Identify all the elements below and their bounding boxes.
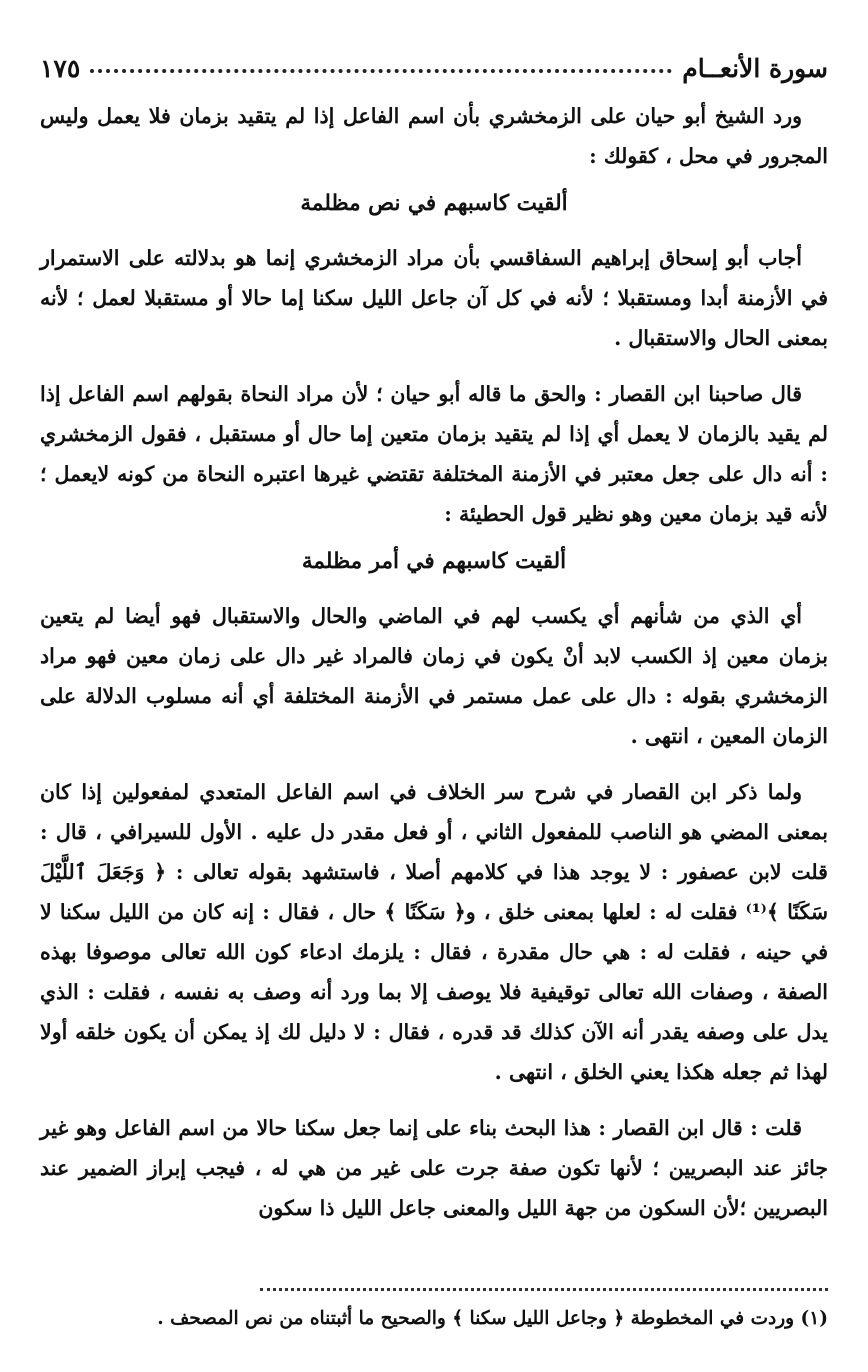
paragraph-2: أجاب أبو إسحاق إبراهيم السفاقسي بأن مراد الزمخشري إنما هو بدلالته على الاستمرار في الأزمنة أبدا ومستقبلا ؛ لأنه في كل آن جاعل الليل سكنا إما حالا أو مستقبلا لعمل ؛ لأنه بمعنى الحال والاستقبال . — [40, 246, 828, 350]
page-body — [40, 96, 828, 1228]
paragraph-3: قال صاحبنا ابن القصار : والحق ما قاله أبو حيان ؛ لأن مراد النحاة بقولهم اسم الفاعل إذا لم يقيد بالزمان لا يعمل أي إذا لم يتقيد بزمان متعين إما حال أو مستقبل ، فقول الزمخشري : أنه دال على جعل معتبر في الأزمنة المختلفة تقتضي غيرها اعتبره النحاة من كونه لايعمل ؛ لأنه قيد بزمان معين وهو نظير قول الحطيئة : — [40, 382, 828, 526]
paragraph-6: قلت : قال ابن القصار : هذا البحث بناء على إنما جعل سكنا حالا من اسم الفاعل وهو غير جائز عند البصريين ؛ لأنها تكون صفة جرت على غير من هي له ، فيجب إبراز الضمير عند البصريين ؛لأن السكون من جهة الليل والمعنى جاعل الليل ذا سكون — [40, 1116, 828, 1220]
footnote: (١) وردت في المخطوطة ﴿ وجاعل الليل سكنا ﴾ والصحيح ما أثبتناه من نص المصحف . — [157, 1308, 828, 1329]
paragraph-4: أي الذي من شأنهم أي يكسب لهم في الماضي والحال والاستقبال فهو أيضا لم يتعين بزمان معين إذ الكسب لابد أنْ يكون في زمان فالمراد غير دال على زمان معين فهو مراد الزمخشري بقوله : دال على عمل مستمر في الأزمنة المختلفة أي أنه مسلوب الدلالة على الزمان المعين ، انتهى . — [40, 604, 828, 748]
paragraph-5: ولما ذكر ابن القصار في شرح سر الخلاف في اسم الفاعل المتعدي لمفعولين إذا كان بمعنى المضي هو الناصب للمفعول الثاني ، أو فعل مقدر دل عليه . الأول للسيرافي ، قال : قلت لابن عصفور : لا يوجد هذا في كلامهم أصلا ، فاستشهد بقوله تعالى : ﴿ وَجَعَلَ ٱللَّيْلَ سَكَنًا ﴾⁽¹⁾ فقلت له : لعلها بمعنى خلق ، و﴿ سَكَنًا ﴾ حال ، فقال : إنه كان من الليل سكنا لا في حينه ، فقلت له : هي حال مقدرة ، فقال : يلزمك ادعاء كون الله تعالى موصوفا بهذه الصفة ، وصفات الله تعالى توقيفية فلا يوصف إلا بما ورد أنه وصف به نفسه ، فقلت : الذي يدل على وصفه يقدر أنه الآن كذلك قد قدره ، فقال : لا دليل لك إذ يمكن أن يكون خلقه أولا لهذا ثم جعله هكذا يعني الخلق ، انتهى . — [40, 780, 828, 1084]
page-number: ١٧٥ — [40, 53, 81, 83]
running-header — [40, 48, 828, 88]
verse-1: ألقيت كاسبهم في نص مظلمة — [300, 191, 568, 216]
verse-2: ألقيت كاسبهم في أمر مظلمة — [301, 549, 567, 574]
surah-title: سورة الأنعــام — [682, 53, 828, 83]
paragraph-1: ورد الشيخ أبو حيان على الزمخشري بأن اسم الفاعل إذا لم يتقيد بزمان فلا يعمل وليس المجرور في محل ، كقولك : — [40, 104, 828, 168]
header-dotted-rule — [90, 69, 672, 73]
footnote-separator — [260, 1288, 828, 1291]
